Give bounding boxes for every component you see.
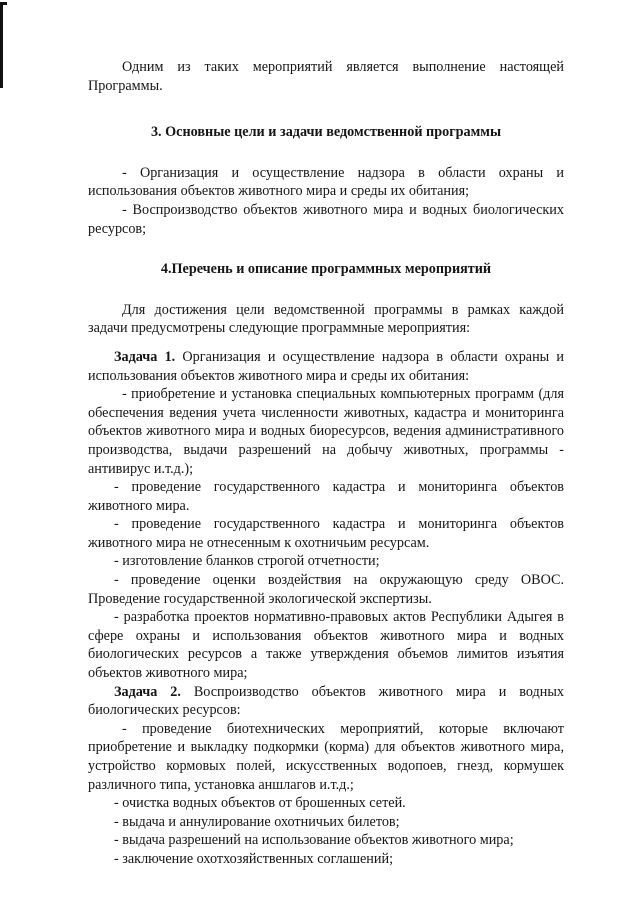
task-1-item: - разработка проектов нормативно-правовых актов Республики Адыгея в сфере охраны и использования объектов животного мира и водных биологических ресурсов а также утверждения объемов лимитов изъятия объектов животного мира; xyxy=(88,609,564,682)
task-1-item: - приобретение и установка специальных компьютерных программ (для обеспечения ведения учета численности животных, кадастра и мониторинга объектов животного мира и водных биоресурсов, ведения административного производства, выдачи разрешений на добычу животных, программы - антивирус и.т.д.); xyxy=(88,386,564,477)
task-1-item: - проведение государственного кадастра и мониторинга объектов животного мира не отнесенным к охотничьим ресурсам. xyxy=(88,516,564,551)
binder-dot xyxy=(0,70,3,80)
task-2-item: - проведение биотехнических мероприятий, которые включают приобретение и выкладку подкормки (корма) для объектов животного мира, устройство кормовых полей, искусственных водопоев, гнезд, кормушек различного типа, установка аншлагов и.т.д.; xyxy=(88,720,564,793)
task-2-label: Задача 2. xyxy=(114,683,181,700)
goal-item: - Воспроизводство объектов животного мира и водных биологических ресурсов; xyxy=(88,201,564,237)
task-2-item: - выдача и аннулирование охотничьих билетов; xyxy=(114,813,400,830)
task-2-item: - очистка водных объектов от брошенных сетей. xyxy=(114,795,406,812)
task-2-paragraph xyxy=(88,683,564,720)
document-page xyxy=(88,58,564,869)
section-3-heading: 3. Основные цели и задачи ведомственной программы xyxy=(150,124,502,141)
task-1-paragraph xyxy=(88,348,564,385)
intro-paragraph: Одним из таких мероприятий является выполнение настоящей Программы. xyxy=(88,59,564,94)
section-4-lead: Для достижения цели ведомственной программы в рамках каждой задачи предусмотрены следующие программные мероприятия: xyxy=(88,301,564,337)
section-4-heading: 4.Перечень и описание программных мероприятий xyxy=(160,261,492,278)
goal-item: - Организация и осуществление надзора в области охраны и использования объектов животного мира и среды их обитания; xyxy=(88,164,564,200)
task-1-label: Задача 1. xyxy=(114,348,176,365)
task-1-item: - изготовление бланков строгой отчетности; xyxy=(114,553,380,570)
task-2-item: - заключение охотхозяйственных соглашений; xyxy=(114,850,394,867)
task-1-item: - проведение оценки воздействия на окружающую среду ОВОС. Проведение государственной экологической экспертизы. xyxy=(88,572,564,607)
task-2-text: Воспроизводство объектов животного мира и водных биологических ресурсов: xyxy=(88,683,564,719)
task-1-item: - проведение государственного кадастра и мониторинга объектов животного мира. xyxy=(88,479,564,514)
task-2-item: - выдача разрешений на использование объектов животного мира; xyxy=(114,832,514,849)
task-1-text: Организация и осуществление надзора в области охраны и использования объектов животного мира и среды их обитания: xyxy=(88,348,564,384)
